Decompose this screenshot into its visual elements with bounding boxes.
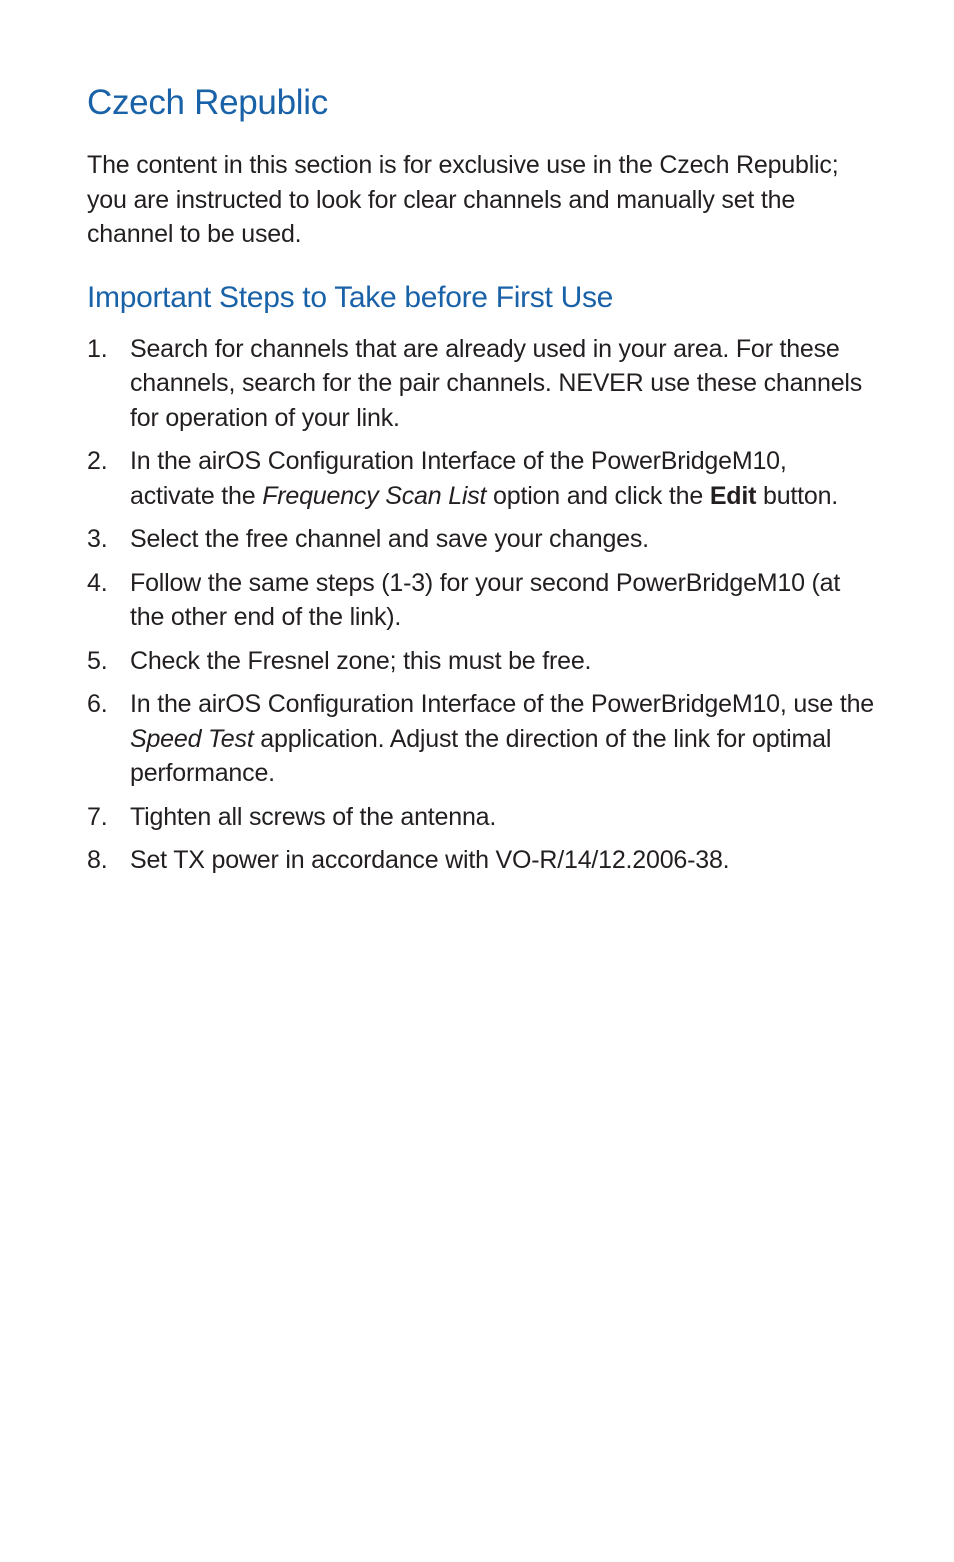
step-number: 5. — [87, 646, 108, 675]
page-title: Czech Republic — [87, 83, 328, 122]
step-number: 1. — [87, 334, 108, 363]
step-text — [130, 447, 838, 510]
italic-term: Speed Test — [130, 724, 254, 753]
italic-term: Frequency Scan List — [262, 481, 487, 510]
step-number: 2. — [87, 447, 108, 475]
step-item — [87, 644, 877, 679]
step-number: 4. — [87, 568, 108, 597]
step-item — [87, 566, 877, 635]
step-item — [87, 687, 877, 791]
steps-list — [87, 332, 877, 878]
step-text-segment: In the airOS Configuration Interface of the PowerBridgeM10, activate the — [130, 447, 787, 510]
step-text — [130, 690, 874, 787]
step-text — [130, 647, 591, 675]
step-text-segment: Set TX power in accordance with VO-R/14/12.2006-38. — [130, 846, 730, 874]
step-text — [130, 846, 729, 874]
step-text — [130, 569, 840, 632]
step-number: 7. — [87, 802, 108, 831]
step-item — [87, 843, 877, 878]
step-number: 6. — [87, 690, 108, 718]
bold-term: Edit — [709, 481, 757, 510]
step-number: 3. — [87, 525, 108, 553]
step-item — [87, 332, 877, 436]
document-page — [87, 80, 877, 887]
step-text-segment: option and click the — [486, 481, 710, 510]
step-item — [87, 444, 877, 513]
step-text — [130, 803, 496, 831]
step-text — [130, 525, 649, 553]
step-text-segment: In the airOS Configuration Interface of the PowerBridgeM10, use the — [130, 690, 874, 718]
step-text-segment: button. — [756, 481, 839, 510]
step-text-segment: Select the free channel and save your changes. — [130, 525, 649, 553]
step-text-segment: Search for channels that are already used in your area. For these channels, search for the pair channels. NEVER use these channels for operation of your link. — [130, 334, 863, 432]
section-heading: Important Steps to Take before First Use — [87, 280, 614, 314]
intro-paragraph: The content in this section is for exclusive use in the Czech Republic; you are instructed to look for clear channels and manually set the channel to be used. — [87, 151, 839, 248]
step-text-segment: Follow the same steps (1-3) for your second PowerBridgeM10 (at the other end of the link). — [130, 568, 841, 631]
step-text-segment: application. Adjust the direction of the link for optimal performance. — [130, 724, 832, 787]
step-text — [130, 335, 862, 432]
step-text-segment: Check the Fresnel zone; this must be free. — [130, 646, 592, 675]
step-text-segment: Tighten all screws of the antenna. — [130, 802, 497, 831]
step-item — [87, 800, 877, 835]
step-number: 8. — [87, 846, 108, 874]
step-item — [87, 522, 877, 557]
